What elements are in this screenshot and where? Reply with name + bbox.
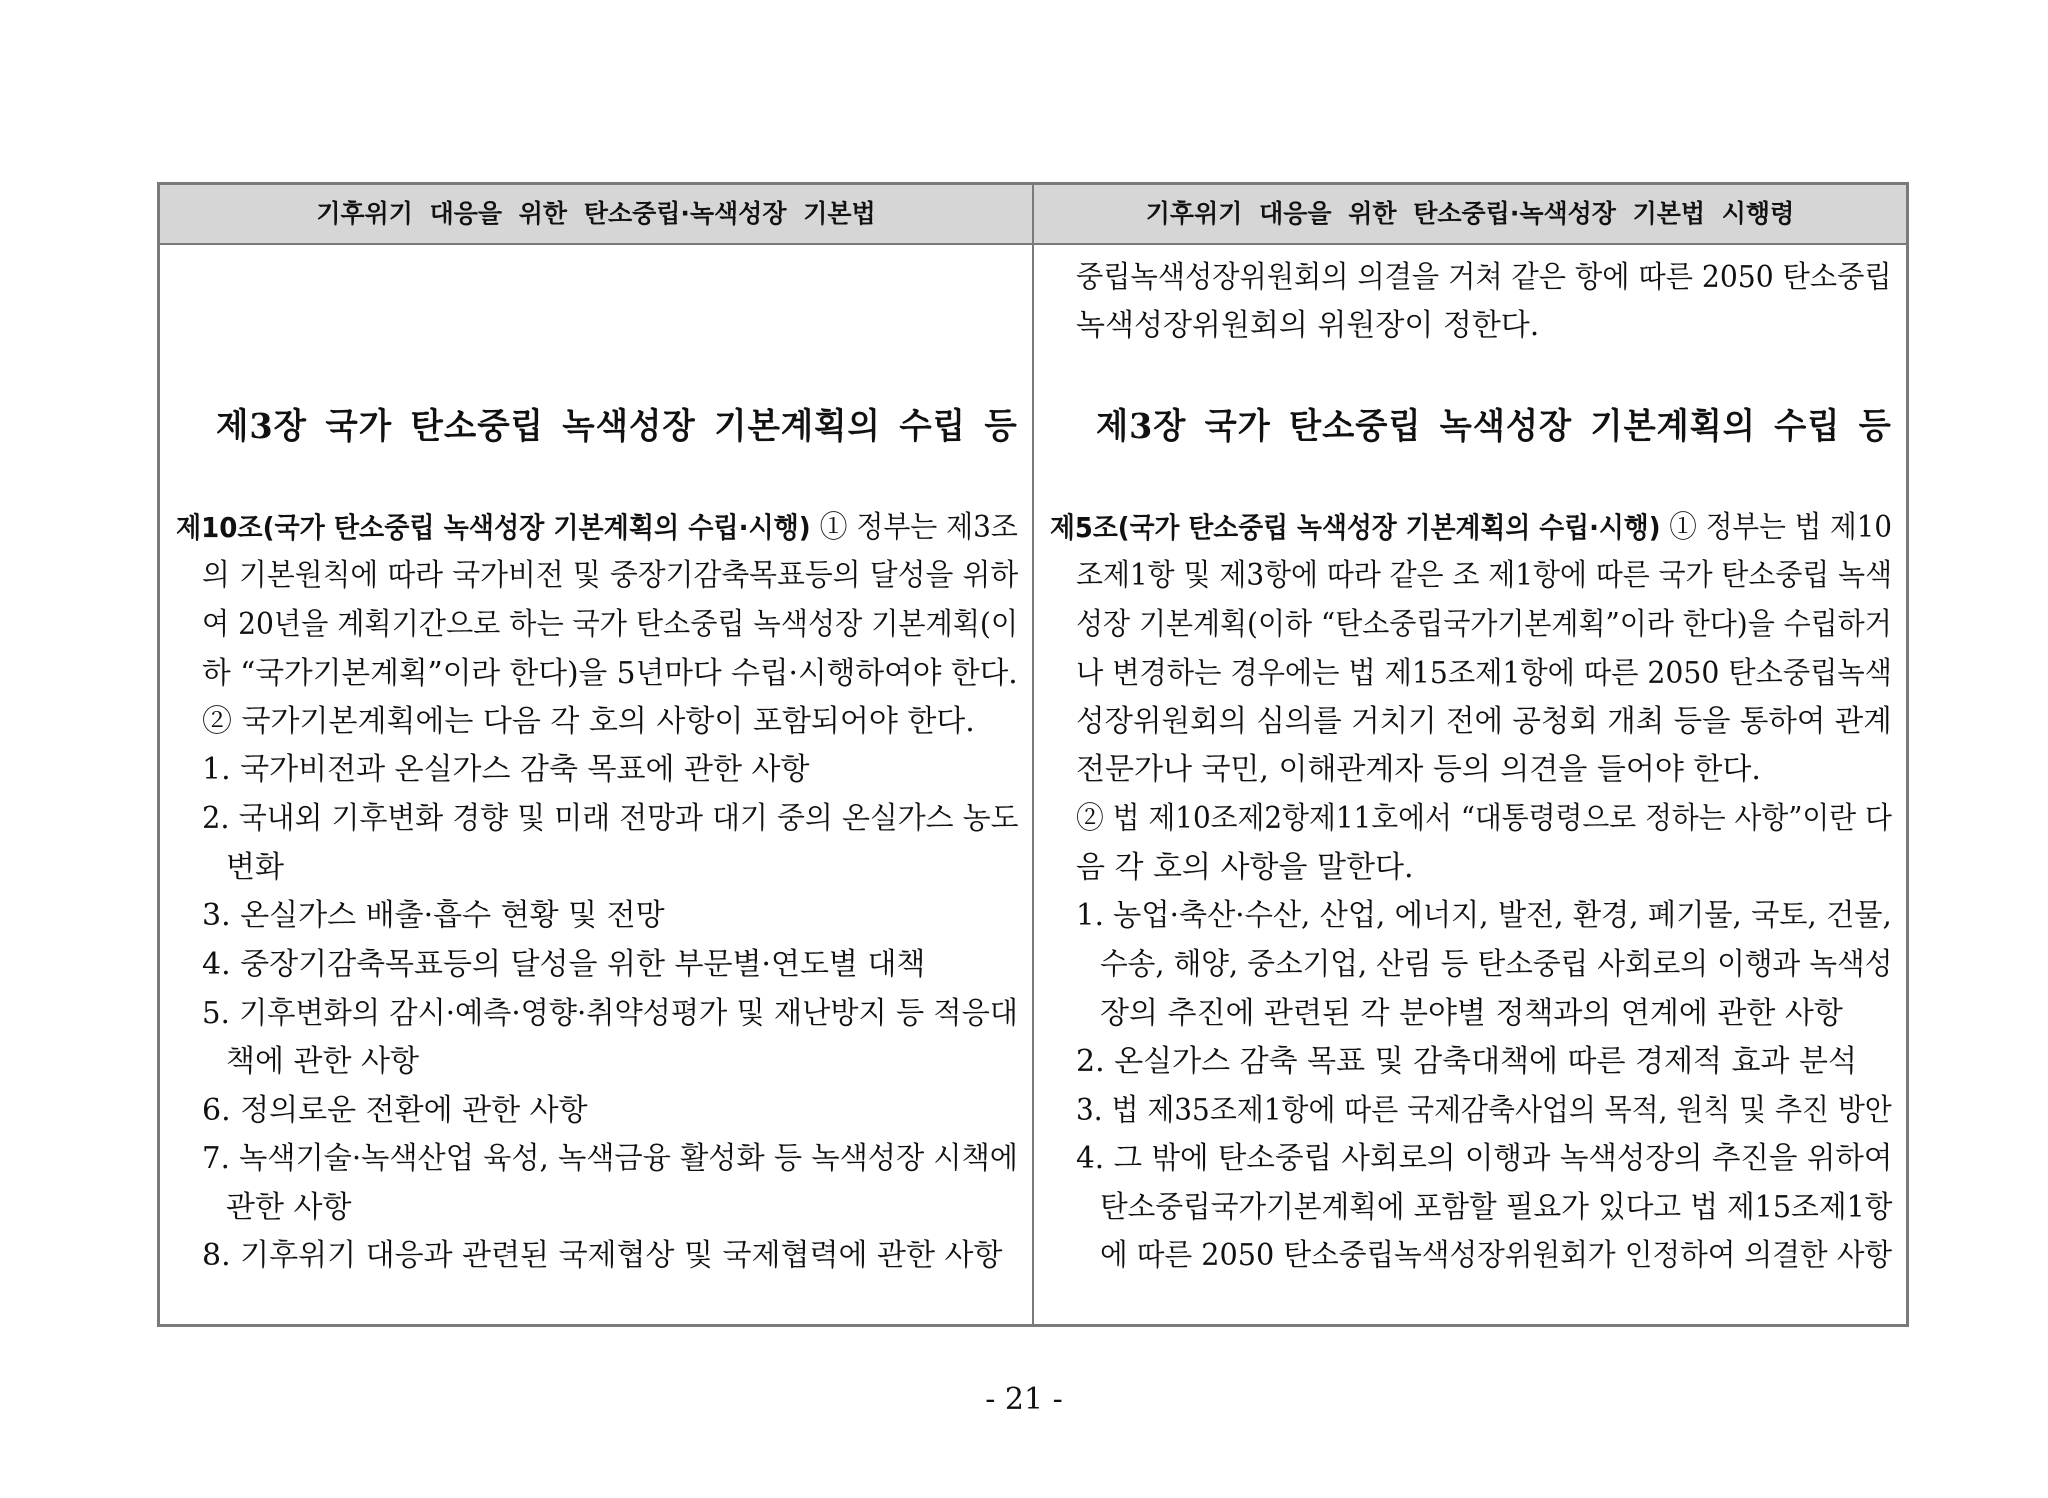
list-item: 7. 녹색기술·녹색산업 육성, 녹색금융 활성화 등 녹색성장 시책에 bbox=[202, 1141, 1018, 1176]
law-column bbox=[160, 245, 1032, 1324]
list-item: 3. 온실가스 배출·흡수 현황 및 전망 bbox=[202, 898, 665, 933]
list-item: 2. 온실가스 감축 목표 및 감축대책에 따른 경제적 효과 분석 bbox=[1076, 1044, 1857, 1079]
paragraph-text: 의 기본원칙에 따라 국가비전 및 중장기감축목표등의 달성을 위하 bbox=[202, 558, 1019, 593]
list-item: 8. 기후위기 대응과 관련된 국제협상 및 국제협력에 관한 사항 bbox=[202, 1238, 1003, 1273]
list-item-continuation: 장의 추진에 관련된 각 분야별 정책과의 연계에 관한 사항 bbox=[1100, 996, 1843, 1031]
header-decree: 기후위기 대응을 위한 탄소중립·녹색성장 기본법 시행령 bbox=[1145, 199, 1795, 228]
article-title-decree: 제5조(국가 탄소중립 녹색성장 기본계획의 수립·시행) bbox=[1050, 511, 1661, 544]
paragraph-text: ① 정부는 제3조 bbox=[810, 510, 1018, 545]
article-title-law: 제10조(국가 탄소중립 녹색성장 기본계획의 수립·시행) bbox=[176, 511, 811, 544]
header-law: 기후위기 대응을 위한 탄소중립·녹색성장 기본법 bbox=[316, 199, 876, 228]
list-item-continuation: 관한 사항 bbox=[226, 1190, 352, 1225]
paragraph-text: 하 “국가기본계획”이라 한다)을 5년마다 수립·시행하여야 한다. bbox=[202, 656, 1018, 691]
paragraph-text: 음 각 호의 사항을 말한다. bbox=[1076, 850, 1414, 885]
list-item: 5. 기후변화의 감시·예측·영향·취약성평가 및 재난방지 등 적응대 bbox=[202, 996, 1018, 1031]
paragraph-text: 성장 기본계획(이하 “탄소중립국가기본계획”이라 한다)을 수립하거 bbox=[1076, 607, 1892, 642]
paragraph-text: 나 변경하는 경우에는 법 제15조제1항에 따른 2050 탄소중립녹색 bbox=[1076, 656, 1892, 691]
list-item-continuation: 변화 bbox=[226, 850, 284, 885]
page-number: - 21 - bbox=[985, 1382, 1063, 1417]
chapter-heading-law: 제3장 국가 탄소중립 녹색성장 기본계획의 수립 등 bbox=[216, 406, 1018, 447]
intro-text: 중립녹색성장위원회의 의결을 거쳐 같은 항에 따른 2050 탄소중립 bbox=[1076, 260, 1892, 295]
list-item: 3. 법 제35조제1항에 따른 국제감축사업의 목적, 원칙 및 추진 방안 bbox=[1076, 1093, 1892, 1128]
list-item: 1. 농업·축산·수산, 산업, 에너지, 발전, 환경, 폐기물, 국토, 건물, bbox=[1076, 898, 1892, 933]
list-item: 2. 국내외 기후변화 경향 및 미래 전망과 대기 중의 온실가스 농도 bbox=[202, 801, 1019, 836]
list-item: 4. 중장기감축목표등의 달성을 위한 부문별·연도별 대책 bbox=[202, 947, 926, 982]
list-item-continuation: 에 따른 2050 탄소중립녹색성장위원회가 인정하여 의결한 사항 bbox=[1100, 1238, 1893, 1273]
article-first-line bbox=[1050, 510, 1892, 545]
list-item-continuation: 탄소중립국가기본계획에 포함할 필요가 있다고 법 제15조제1항 bbox=[1100, 1190, 1893, 1225]
list-item-continuation: 수송, 해양, 중소기업, 산림 등 탄소중립 사회로의 이행과 녹색성 bbox=[1100, 947, 1893, 982]
list-item: 1. 국가비전과 온실가스 감축 목표에 관한 사항 bbox=[202, 752, 810, 787]
list-item-continuation: 책에 관한 사항 bbox=[226, 1044, 419, 1079]
list-item: 4. 그 밖에 탄소중립 사회로의 이행과 녹색성장의 추진을 위하여 bbox=[1076, 1141, 1893, 1176]
paragraph-text: ② 법 제10조제2항제11호에서 “대통령령으로 정하는 사항”이란 다 bbox=[1076, 801, 1892, 836]
paragraph-text: 전문가나 국민, 이해관계자 등의 의견을 들어야 한다. bbox=[1076, 752, 1761, 787]
paragraph-text: 성장위원회의 심의를 거치기 전에 공청회 개최 등을 통하여 관계 bbox=[1076, 704, 1892, 739]
list-item: 6. 정의로운 전환에 관한 사항 bbox=[202, 1093, 588, 1128]
comparison-table bbox=[157, 182, 1909, 1327]
paragraph-text: 여 20년을 계획기간으로 하는 국가 탄소중립 녹색성장 기본계획(이 bbox=[202, 607, 1019, 642]
intro-text: 녹색성장위원회의 위원장이 정한다. bbox=[1076, 308, 1540, 343]
chapter-heading-decree: 제3장 국가 탄소중립 녹색성장 기본계획의 수립 등 bbox=[1096, 406, 1892, 447]
paragraph-text: 조제1항 및 제3항에 따라 같은 조 제1항에 따른 국가 탄소중립 녹색 bbox=[1076, 558, 1893, 593]
decree-column bbox=[1034, 245, 1906, 1324]
article-first-line bbox=[176, 510, 1018, 545]
paragraph-text: ① 정부는 법 제10 bbox=[1660, 510, 1892, 545]
paragraph-text: ② 국가기본계획에는 다음 각 호의 사항이 포함되어야 한다. bbox=[202, 704, 975, 739]
